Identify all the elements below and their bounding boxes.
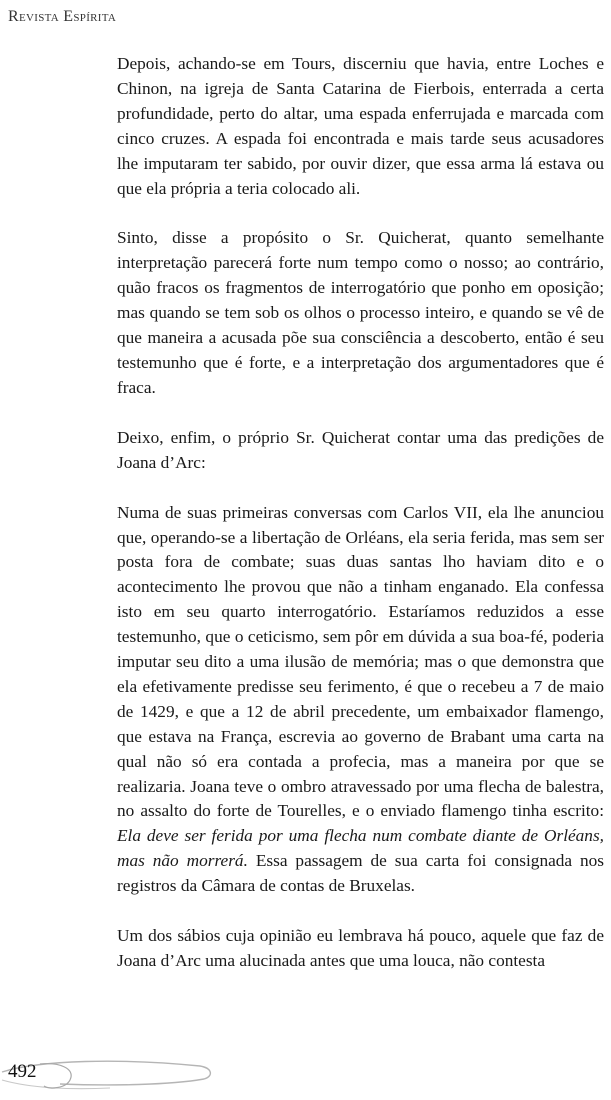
paragraph-3: Deixo, enfim, o próprio Sr. Quicherat contar uma das predições de Joana d’Arc: — [117, 427, 604, 472]
paragraph-1: Depois, achando-se em Tours, discerniu que havia, entre Loches e Chinon, na igreja de Santa Catarina de Fierbois, enterrada a certa profundidade, perto do altar, uma espada enferrujada e marcada com cinco cruzes. A espada foi encontrada e mais tarde seus acusadores lhe imputaram ter sabido, por ouvir dizer, que essa arma lá estava ou que ela própria a teria colocado ali. — [117, 54, 604, 198]
paragraph-4-part1: Numa de suas primeiras conversas com Carlos VII, ela lhe anunciou que, operando-se a libertação de Orléans, ela seria ferida, mas sem ser posta fora de combate; suas duas santas lho haviam dito e o acontecimento lhe provou que não a tinham enganado. Ela confessa isto em seu quarto interrogatório. Estaríamos reduzidos a esse testemunho, que o ceticismo, sem pôr em dúvida a sua boa-fé, poderia imputar seu dito a uma ilusão de memória; mas o que demonstra que ela efetivamente predisse seu ferimento, é que o recebeu a 7 de maio de 1429, e que a 12 de abril precedente, um embaixador flamengo, que estava na França, escrevia ao governo de Brabant uma carta na qual não só era contada a profecia, mas a maneira por que se realizaria. Joana teve o ombro atravessado por uma flecha de balestra, no assalto do forte de Tourelles, e o enviado flamengo tinha escrito: — [117, 502, 604, 821]
page-number: 492 — [8, 1061, 37, 1082]
body-text — [117, 52, 604, 974]
quoted-prophecy: Ela deve ser ferida por uma flecha num combate diante de Orléans, mas não morrerá. — [117, 826, 604, 871]
running-head: Revista Espírita — [8, 8, 117, 25]
paragraph-4 — [117, 501, 604, 900]
paragraph-2: Sinto, disse a propósito o Sr. Quicherat, quanto semelhante interpretação parecerá forte num tempo como o nosso; ao contrário, quão fracos os fragmentos de interrogatório que ponho em oposição; mas quando se tem sob os olhos o processo inteiro, e quando se vê de que maneira a acusada põe sua consciência a descoberto, então é seu testemunho que é forte, e a interpretação dos argumentadores que é fraca. — [117, 228, 604, 397]
paragraph-4-part2: Essa passagem de sua carta foi consignada nos registros da Câmara de contas de Bruxelas. — [117, 851, 604, 896]
paragraph-5: Um dos sábios cuja opinião eu lembrava há pouco, aquele que faz de Joana d’Arc uma alucinada antes que uma louca, não contesta — [117, 926, 604, 970]
